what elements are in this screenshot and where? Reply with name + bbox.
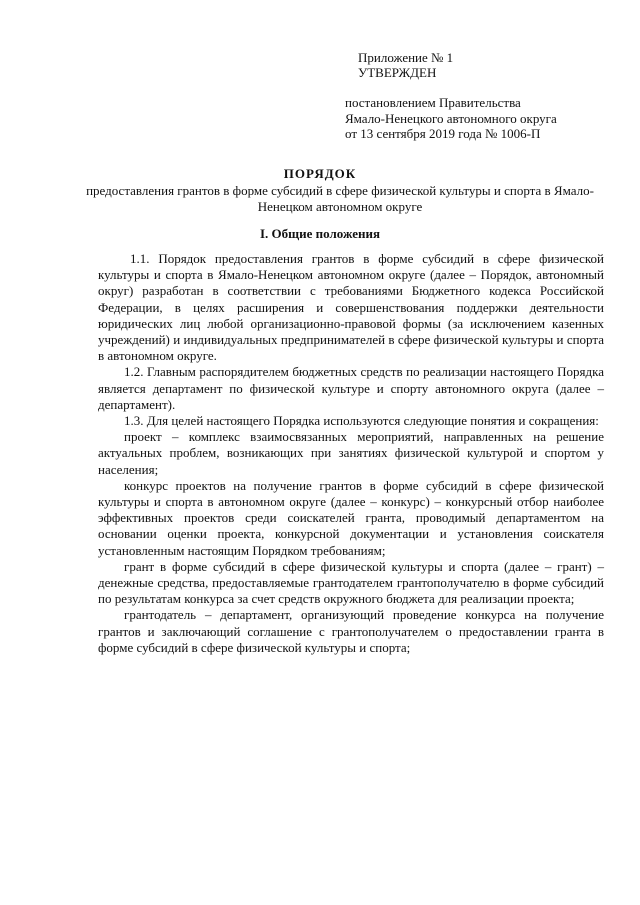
definition-contest: конкурс проектов на получение грантов в форме субсидий в сфере физической культуры и спорта в автономном округе (далее – конкурс) – конкурсный отбор наиболее эффективных проектов среди соискателей гранта, проводимый департаментом на основании оценки проекта, конкурсной документации и установления соискателя установленным настоящим Порядком требованиям; bbox=[98, 477, 604, 558]
decree-line-1: постановлением Правительства bbox=[345, 95, 521, 110]
appendix-number: Приложение № 1 bbox=[358, 50, 454, 65]
document-title: ПОРЯДОК bbox=[283, 166, 357, 181]
definition-grantor: грантодатель – департамент, организующий проведение конкурса на получение грантов и заключающий соглашение с грантополучателем о предоставлении гранта в форме субсидий в сфере физической культуры и спорта; bbox=[98, 607, 604, 655]
decree-line-3: от 13 сентября 2019 года № 1006-П bbox=[345, 126, 541, 141]
approved-label: УТВЕРЖДЕН bbox=[358, 65, 437, 80]
section-heading: I. Общие положения bbox=[260, 226, 380, 241]
document-subtitle: предоставления грантов в форме субсидий в сфере физической культуры и спорта в Ямало-Ненецком автономном округе bbox=[86, 183, 594, 214]
definition-grant: грант в форме субсидий в сфере физической культуры и спорта (далее – грант) – денежные средства, предоставляемые грантодателем грантополучателю в форме субсидий по результатам конкурса за счет средств окружного бюджета для реализации проекта; bbox=[98, 558, 604, 607]
definition-project: проект – комплекс взаимосвязанных мероприятий, направленных на решение актуальных проблем, возникающих при занятиях физической культурой и спортом у населения; bbox=[98, 429, 604, 477]
appendix-block bbox=[358, 50, 453, 80]
paragraph-1-1: 1.1. Порядок предоставления грантов в форме субсидий в сфере физической культуры и спорта в Ямало-Ненецком автономном округе (далее – Порядок, автономный округ) разработан в соответствии с требованиями Бюджетного кодекса Российской Федерации, в целях расширения и совершенствования поддержки деятельности юридических лиц любой организационно-правовой формы (за исключением казенных учреждений) и индивидуальных предпринимателей в сфере физической культуры и спорта в автономном округе. bbox=[98, 251, 604, 364]
section-body bbox=[98, 251, 604, 656]
paragraph-1-2: 1.2. Главным распорядителем бюджетных средств по реализации настоящего Порядка является департамент по физической культуре и спорту автономного округа (далее – департамент). bbox=[98, 364, 604, 412]
paragraph-1-3: 1.3. Для целей настоящего Порядка используются следующие понятия и сокращения: bbox=[124, 413, 599, 429]
decree-line-2: Ямало-Ненецкого автономного округа bbox=[345, 110, 557, 126]
decree-reference bbox=[345, 95, 557, 142]
